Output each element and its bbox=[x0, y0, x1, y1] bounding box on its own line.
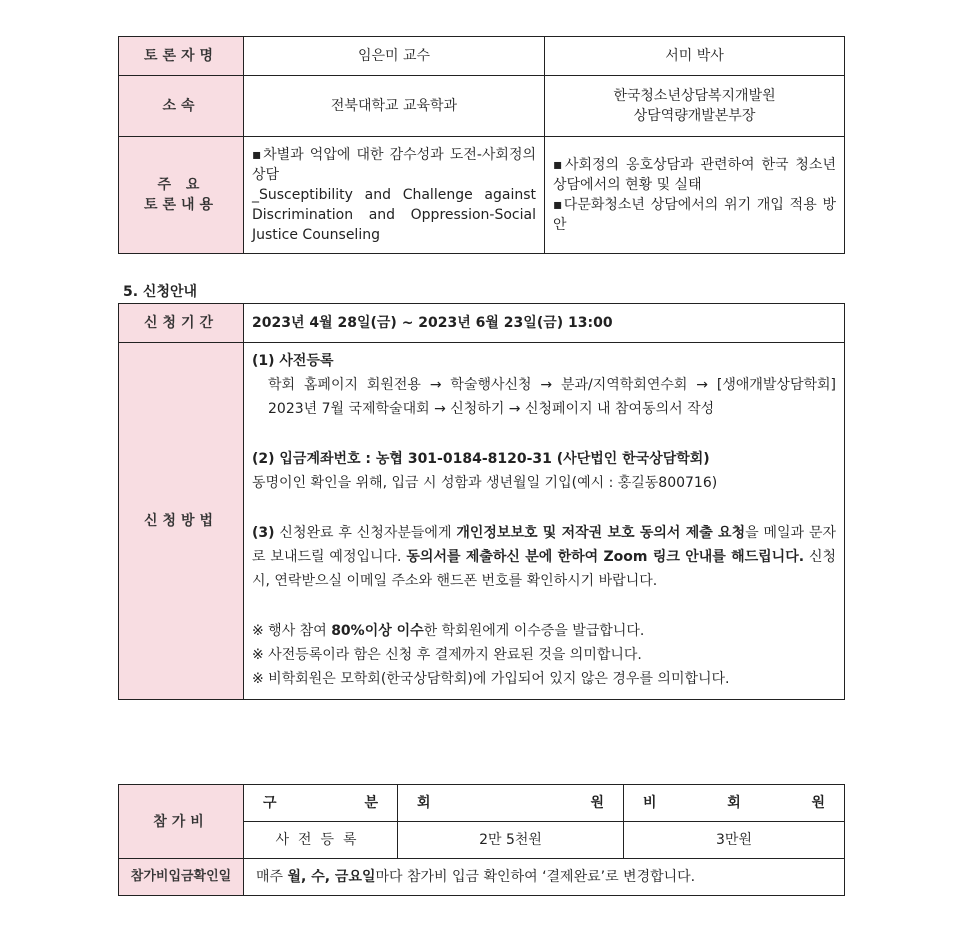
note-1-a: ※ 행사 참여 bbox=[252, 623, 332, 639]
fee-col-member-1: 회 bbox=[417, 795, 431, 811]
note-1-c: 한 학회원에게 이수증을 발급합니다. bbox=[423, 623, 645, 639]
affiliation-2-line1: 한국청소년상담복지개발원 bbox=[613, 88, 776, 104]
fee-member: 2만 5천원 bbox=[398, 822, 624, 859]
step3-number: (3) bbox=[252, 525, 275, 541]
confirm-label: 참가비입금확인일 bbox=[119, 859, 244, 896]
note-3: ※ 비학회원은 모학회(한국상담학회)에 가입되어 있지 않은 경우를 의미합니다. bbox=[252, 671, 730, 687]
fee-col-nonmember-1: 비 bbox=[643, 795, 657, 811]
debater-2: 서미 박사 bbox=[545, 37, 845, 76]
method-label: 신청방법 bbox=[119, 343, 244, 700]
fee-table bbox=[118, 784, 845, 896]
step3-part-e: 신청 시, 연락받으실 이메일 주소와 핸드폰 번호를 확인하시기 바랍니다. bbox=[252, 549, 836, 589]
fee-row-label: 사전등록 bbox=[244, 822, 398, 859]
step1-title: (1) 사전등록 bbox=[252, 353, 334, 369]
topic-1 bbox=[244, 137, 545, 254]
fee-col-category-2: 분 bbox=[364, 795, 378, 811]
confirm-text-a: 매주 bbox=[256, 869, 288, 885]
section-title: 5. 신청안내 bbox=[123, 284, 198, 300]
step3-part-d: 동의서를 제출하신 분에 한하여 Zoom 링크 안내를 해드립니다. bbox=[406, 549, 805, 565]
affiliation-label: 소속 bbox=[119, 76, 244, 137]
step3-text bbox=[252, 521, 836, 593]
step3-part-a: 신청완료 후 신청자분들에게 bbox=[274, 525, 457, 541]
step3-part-b: 개인정보보호 및 저작권 보호 동의서 제출 요청 bbox=[456, 525, 746, 541]
topic-2-item1: ▪사회정의 옹호상담과 관련하여 한국 청소년 상담에서의 현황 및 실태 bbox=[553, 157, 836, 193]
topic-label-line1: 주 요 bbox=[157, 177, 205, 193]
confirm-text-c: 마다 참가비 입금 확인하여 ‘결제완료’로 변경합니다. bbox=[375, 869, 696, 885]
note-1-b: 80%이상 이수 bbox=[331, 623, 424, 639]
debater-label: 토론자명 bbox=[119, 37, 244, 76]
fee-col-category-1: 구 bbox=[263, 795, 277, 811]
step2-title: (2) 입금계좌번호 : 농협 301-0184-8120-31 (사단법인 한국상담학회) bbox=[252, 451, 710, 467]
fee-col-member bbox=[398, 785, 624, 822]
period-label: 신청기간 bbox=[119, 304, 244, 343]
step1-text: 학회 홈페이지 회원전용 → 학술행사신청 → 분과/지역학회연수회 → [생애개발상담학회] 2023년 7월 국제학술대회 → 신청하기 → 신청페이지 내 참여동의서 작성 bbox=[268, 377, 836, 417]
period-value: 2023년 4월 28일(금) ~ 2023년 6월 23일(금) 13:00 bbox=[244, 304, 845, 343]
affiliation-2 bbox=[545, 76, 845, 137]
panel-table bbox=[118, 36, 845, 254]
topic-1-korean: ▪차별과 억압에 대한 감수성과 도전-사회정의상담 bbox=[252, 147, 536, 183]
fee-col-nonmember bbox=[624, 785, 845, 822]
method-content bbox=[244, 343, 845, 700]
topic-1-english: _Susceptibility and Challenge against Discrimination and Oppression-Social Justice Counseling bbox=[252, 187, 536, 243]
topic-label bbox=[119, 137, 244, 254]
affiliation-1: 전북대학교 교육학과 bbox=[244, 76, 545, 137]
fee-col-category bbox=[244, 785, 398, 822]
confirm-text bbox=[244, 859, 845, 896]
step2-text: 동명이인 확인을 위해, 입금 시 성함과 생년월일 기입(예시 : 홍길동800716) bbox=[252, 475, 718, 491]
topic-label-line2: 토론내용 bbox=[143, 197, 219, 213]
fee-col-nonmember-2: 회 bbox=[727, 795, 741, 811]
affiliation-2-line2: 상담역량개발본부장 bbox=[633, 108, 756, 124]
debater-1: 임은미 교수 bbox=[244, 37, 545, 76]
step3-part-c: 을 메일과 문자로 보내드릴 예정입니다. bbox=[252, 525, 837, 565]
fee-col-nonmember-3: 원 bbox=[811, 795, 825, 811]
fee-nonmember: 3만원 bbox=[624, 822, 845, 859]
note-2: ※ 사전등록이라 함은 신청 후 결제까지 완료된 것을 의미합니다. bbox=[252, 647, 642, 663]
fee-label: 참가비 bbox=[119, 785, 244, 859]
topic-2-item2: ▪다문화청소년 상담에서의 위기 개입 적용 방안 bbox=[553, 197, 836, 233]
topic-2 bbox=[545, 137, 845, 254]
fee-col-member-2: 원 bbox=[590, 795, 604, 811]
application-table bbox=[118, 303, 845, 700]
confirm-text-b: 월, 수, 금요일 bbox=[287, 869, 376, 885]
note-1 bbox=[252, 619, 836, 643]
